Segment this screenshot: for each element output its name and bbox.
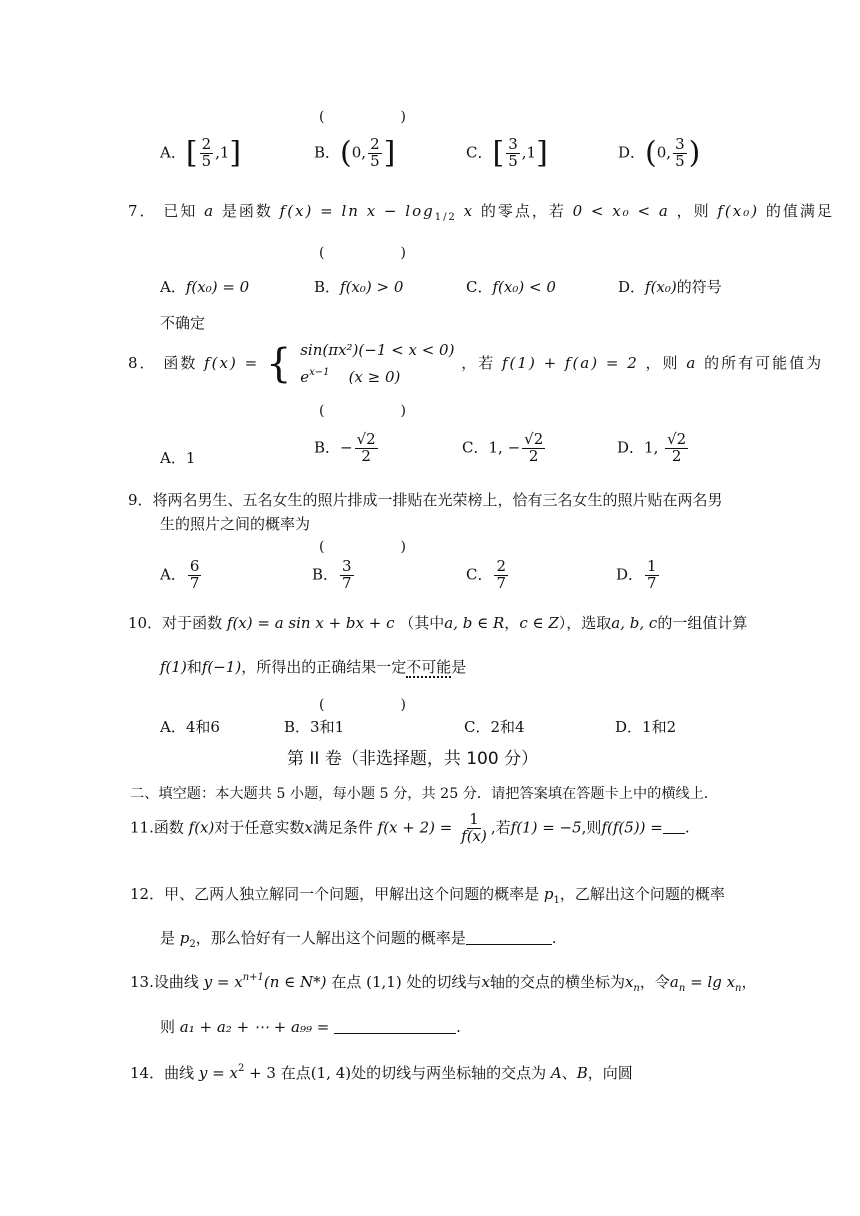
right-bracket: ]: [383, 135, 396, 171]
fraction-num: 2: [201, 135, 212, 153]
q11-ask: f(f(5)) =: [601, 818, 663, 837]
q12-number: 12．: [130, 885, 165, 903]
q13-answer-blank[interactable]: [334, 1019, 456, 1034]
q9-option-a: [160, 559, 203, 592]
q10-option-b-text: 3和1: [310, 718, 345, 736]
q9-line-1: [128, 489, 723, 510]
q10-line-2-b: 和: [186, 658, 202, 676]
q13-an-sub: n: [678, 983, 686, 994]
q8-option-b-pre: −: [340, 438, 353, 457]
q8-option-b-num: √2: [356, 430, 376, 448]
q11-end: .: [684, 818, 690, 837]
q8-option-d-pre: 1,: [644, 438, 664, 457]
interval-start: 0,: [656, 143, 672, 162]
q8-text-3: ，则: [645, 354, 680, 372]
q10-option-d-text: 1和2: [642, 718, 677, 736]
option-label: B．: [314, 143, 341, 162]
q10-line-2-d: ，所得出的正确结果一定: [241, 658, 407, 676]
q7-text-3: 的零点，若: [480, 202, 566, 220]
q6-option-c: [466, 137, 548, 170]
q8-case-2-base: e: [300, 367, 310, 386]
q11-frac-den: f(x): [461, 826, 487, 845]
fraction-num: 3: [508, 135, 518, 153]
q13-line-2-a: 则: [160, 1018, 176, 1036]
q10-text-1: 对于函数: [162, 614, 223, 632]
q11-frac: [459, 812, 489, 845]
q12-text-1: 甲、乙两人独立解同一个问题，甲解出这个问题的概率是: [164, 885, 540, 903]
q13-sum: a₁ + a₂ + ⋯ + a₉₉ =: [179, 1018, 330, 1036]
q7-stem: [128, 200, 834, 223]
q8-cases: [300, 338, 454, 390]
q8-option-d-num: √2: [667, 430, 687, 448]
q11-x: x: [304, 818, 313, 837]
q7-wrap: 不确定: [160, 314, 206, 332]
q7-option-d-label: D．: [618, 278, 646, 296]
fraction-den: 7: [496, 573, 507, 592]
option-label: C．: [466, 565, 493, 584]
q8-option-c-label: C．: [462, 438, 489, 457]
q14-point-a: A: [550, 1064, 562, 1082]
q14-text-1: 曲线: [164, 1064, 195, 1082]
q8-paren: ( ): [319, 403, 422, 419]
right-bracket: ]: [229, 135, 242, 171]
q12-end: .: [551, 929, 557, 947]
q8-text-2: ，若: [461, 354, 496, 372]
q7-func-tail: x: [463, 202, 475, 220]
q13-number: 13.: [130, 973, 154, 991]
q7-var-a: a: [204, 202, 216, 220]
q11-text-4: ,若: [490, 818, 511, 837]
fraction-den: 7: [342, 573, 352, 592]
q11-frac-num: 1: [469, 810, 479, 828]
fraction: [340, 559, 354, 592]
q14-text-2: 在点: [280, 1064, 311, 1082]
q9-number: 9．: [128, 491, 153, 509]
q7-option-d-text: f(x₀): [645, 278, 677, 296]
fraction: [188, 559, 202, 592]
q8-case-1: sin(πx²)(−1 < x < 0): [300, 341, 455, 359]
fraction-den: 7: [647, 573, 657, 592]
q8-cond: f(1) + f(a) = 2: [502, 354, 639, 372]
q13-text-2: 在点: [331, 973, 362, 991]
q13-exp: n+1: [242, 972, 264, 983]
left-bracket: [: [185, 135, 198, 171]
q11-fx: f(x): [188, 818, 215, 837]
fraction: [368, 137, 382, 170]
q6-paren: ( ): [319, 109, 422, 125]
q14-text-3: 处的切线与两坐标轴的交点为: [351, 1064, 547, 1082]
q7-paren: ( ): [319, 245, 422, 261]
section-instructions: 二、填空题：本大题共 5 小题，每小题 5 分，共 25 分．请把答案填在答题卡上中的横线上．: [130, 786, 719, 802]
section-title: 第 II 卷（非选择题，共 100 分）: [287, 749, 539, 769]
q10-line-2-e: 是: [451, 658, 467, 676]
fraction-den: 7: [189, 573, 200, 592]
q7-option-c-label: C．: [466, 278, 493, 296]
right-bracket: ]: [536, 135, 548, 171]
q10-option-c-label: C．: [464, 718, 491, 736]
q7-option-b-text: f(x₀) > 0: [340, 278, 404, 296]
q12-p2-sub: 2: [189, 939, 196, 950]
q8-stem: [128, 338, 823, 390]
q8-option-a-label: A．: [160, 449, 186, 467]
q7-option-a: [160, 276, 249, 297]
q9-paren: ( ): [319, 539, 422, 555]
q8-option-a-text: 1: [185, 449, 196, 467]
q10-func: f(x) = a sin x + bx + c: [226, 614, 395, 632]
q10-number: 10．: [128, 614, 163, 632]
fraction-num: 2: [496, 557, 507, 575]
q8-text-4: 的所有可能值为: [704, 354, 824, 372]
q8-func: f(x) =: [204, 354, 260, 372]
q9-line-2: 生的照片之间的概率为: [160, 515, 311, 533]
q8-case-2-cond: (x ≥ 0): [348, 367, 401, 386]
q12-line-1: [130, 883, 725, 906]
q14-text-4: ，向圆: [587, 1064, 633, 1082]
q12-line-2: [160, 927, 557, 950]
q7-option-d-suffix: 的符号: [676, 278, 722, 296]
q7-option-a-label: A．: [160, 278, 186, 296]
q8-case-2: [300, 364, 454, 391]
q13-text-3: 处的切线与: [406, 973, 482, 991]
q11-lhs: f(x + 2) =: [377, 818, 453, 837]
fraction-num: 3: [342, 557, 352, 575]
q10-line-2-a: f(1): [160, 658, 187, 676]
q10-option-d-label: D．: [615, 718, 643, 736]
q13-text-1: 设曲线: [153, 973, 199, 991]
q8-text-1: 函数: [163, 354, 198, 372]
q10-option-a-text: 4和6: [185, 718, 220, 736]
q10-cond-2: c ∈ Z: [519, 614, 559, 632]
q10-cond-1: a, b ∈ R: [444, 614, 505, 632]
q8-option-b-label: B．: [314, 438, 341, 457]
q13-text-5: ，令: [639, 973, 670, 991]
fraction-den: 5: [508, 151, 518, 170]
q7-text-1: 已知: [163, 202, 198, 220]
fraction-num: 6: [189, 557, 200, 575]
right-bracket: ): [688, 135, 701, 171]
q6-option-a: [160, 137, 241, 170]
q13-text-6: ，: [741, 973, 757, 991]
q9-option-b: [312, 559, 356, 592]
fraction-num: 1: [647, 557, 657, 575]
q10-text-5: 的一组值计算: [657, 614, 748, 632]
q8-option-c-den: 2: [528, 446, 539, 465]
q9-line-1-text: 将两名男生、五名女生的照片排成一排贴在光荣榜上，恰有三名女生的照片贴在两名男: [152, 491, 723, 509]
q7-option-d: [618, 276, 722, 297]
q8-option-b-den: 2: [361, 446, 371, 465]
q10-vars: a, b, c: [611, 614, 658, 632]
q8-option-d: [617, 432, 690, 465]
q13-an-def-sub: n: [735, 983, 742, 994]
q7-log-base: 1/2: [434, 212, 457, 223]
q10-stem: [128, 612, 747, 633]
q8-option-c-pre: 1, −: [488, 438, 521, 457]
q8-var-a: a: [686, 354, 698, 372]
q8-number: 8．: [128, 354, 157, 372]
q8-option-c-frac: [522, 432, 545, 465]
fraction: [494, 559, 508, 592]
q11-answer-blank[interactable]: [663, 819, 685, 834]
q7-number: 7．: [128, 202, 157, 220]
q14-exp: 2: [237, 1063, 245, 1074]
q14-number: 14．: [130, 1064, 165, 1082]
q12-line-2-a: 是: [160, 929, 176, 947]
q10-line-2-c: f(−1): [201, 658, 242, 676]
q14-stem: [130, 1062, 633, 1083]
q12-p1-sub: 1: [553, 895, 560, 906]
q10-option-a-label: A．: [160, 718, 186, 736]
q7-option-c: [466, 276, 556, 297]
q7-cond: 0 < x₀ < a: [572, 202, 670, 220]
interval-end: ,1: [521, 143, 537, 162]
option-label: A．: [160, 565, 186, 584]
q8-case-2-exp: x−1: [309, 366, 330, 378]
q14-curve-tail: + 3: [249, 1064, 276, 1082]
q13-point: (1,1): [366, 973, 402, 991]
q13-curve: y = x: [203, 973, 243, 991]
q7-text-4: ，则: [676, 202, 711, 220]
q10-option-c: [464, 716, 525, 737]
q10-line-2: [160, 656, 466, 677]
q10-text-2: （其中: [399, 614, 445, 632]
q12-p1: p: [543, 885, 554, 903]
q11-number: 11.: [130, 818, 154, 837]
fraction-den: 5: [201, 151, 212, 170]
q7-text-2: 是函数: [221, 202, 273, 220]
q10-emphasis: 不可能: [406, 658, 452, 676]
q11-stem: [130, 812, 690, 845]
q13-an-def: = lg x: [690, 973, 736, 991]
fraction: [645, 559, 659, 592]
q8-option-c: [462, 432, 547, 465]
q10-option-b: [284, 716, 344, 737]
q12-line-2-b: ，那么恰好有一人解出这个问题的概率是: [195, 929, 466, 947]
q10-paren: ( ): [319, 697, 422, 713]
q11-cond: f(1) = −5: [510, 818, 582, 837]
left-bracket: (: [340, 135, 352, 171]
q13-xn: x: [624, 973, 634, 991]
q11-text-5: ,则: [581, 818, 602, 837]
option-label: C．: [466, 143, 493, 162]
q13-cond: (n ∈ N*): [263, 973, 327, 991]
q13-x: x: [481, 973, 490, 991]
fraction: [506, 137, 520, 170]
q12-answer-blank[interactable]: [466, 930, 552, 945]
q8-option-b-frac: [355, 432, 378, 465]
q13-end: .: [456, 1018, 461, 1036]
q8-option-d-frac: [665, 432, 688, 465]
q8-brace: {: [265, 341, 294, 387]
q7-f-x0: f(x₀): [717, 202, 760, 220]
q8-option-d-label: D．: [617, 438, 645, 457]
q10-option-a: [160, 716, 220, 737]
option-label: D．: [616, 565, 644, 584]
q7-option-b-label: B．: [314, 278, 341, 296]
q8-option-c-num: √2: [524, 430, 544, 448]
q10-text-4: ），选取: [558, 614, 612, 632]
q13-line-2: [160, 1016, 461, 1037]
q13-an: a: [669, 973, 679, 991]
fraction-num: 2: [370, 135, 380, 153]
q8-option-a: [160, 447, 195, 468]
q14-sep: 、: [561, 1064, 577, 1082]
q8-option-b: [314, 432, 380, 465]
q11-text-3: 满足条件: [312, 818, 373, 837]
interval-start: 0,: [351, 143, 367, 162]
fraction-den: 5: [675, 151, 685, 170]
option-label: B．: [312, 565, 339, 584]
q7-option-c-text: f(x₀) < 0: [492, 278, 556, 296]
q14-curve: y = x: [198, 1064, 238, 1082]
q7-option-a-text: f(x₀) = 0: [185, 278, 250, 296]
q10-text-3: ，: [504, 614, 520, 632]
fraction: [673, 137, 687, 170]
q13-line-1: [130, 971, 757, 994]
q10-option-b-label: B．: [284, 718, 311, 736]
option-label: D．: [618, 143, 646, 162]
q7-option-b: [314, 276, 403, 297]
left-bracket: [: [492, 135, 505, 171]
q9-option-d: [616, 559, 661, 592]
q11-text-1: 函数: [153, 818, 184, 837]
left-bracket: (: [645, 135, 657, 171]
q12-text-2: ，乙解出这个问题的概率: [559, 885, 725, 903]
q11-text-2: 对于任意实数: [214, 818, 305, 837]
q6-option-b: [314, 137, 395, 170]
q7-text-5: 的值满足: [765, 202, 834, 220]
q10-option-d: [615, 716, 676, 737]
q13-xn-sub: n: [633, 983, 640, 994]
q12-p2: p: [179, 929, 190, 947]
fraction-num: 3: [675, 135, 685, 153]
fraction-den: 5: [370, 151, 380, 170]
q9-option-c: [466, 559, 510, 592]
q10-option-c-text: 2和4: [490, 718, 525, 736]
option-label: A．: [160, 143, 186, 162]
interval-end: ,1: [215, 143, 230, 162]
q13-text-4: 轴的交点的横坐标为: [489, 973, 625, 991]
fraction: [200, 137, 214, 170]
q7-func: f(x) = ln x − log: [279, 202, 435, 220]
q14-point-b: B: [576, 1064, 588, 1082]
q6-option-d: [618, 137, 700, 170]
q14-point: (1, 4): [310, 1064, 352, 1082]
q8-option-d-den: 2: [671, 446, 682, 465]
